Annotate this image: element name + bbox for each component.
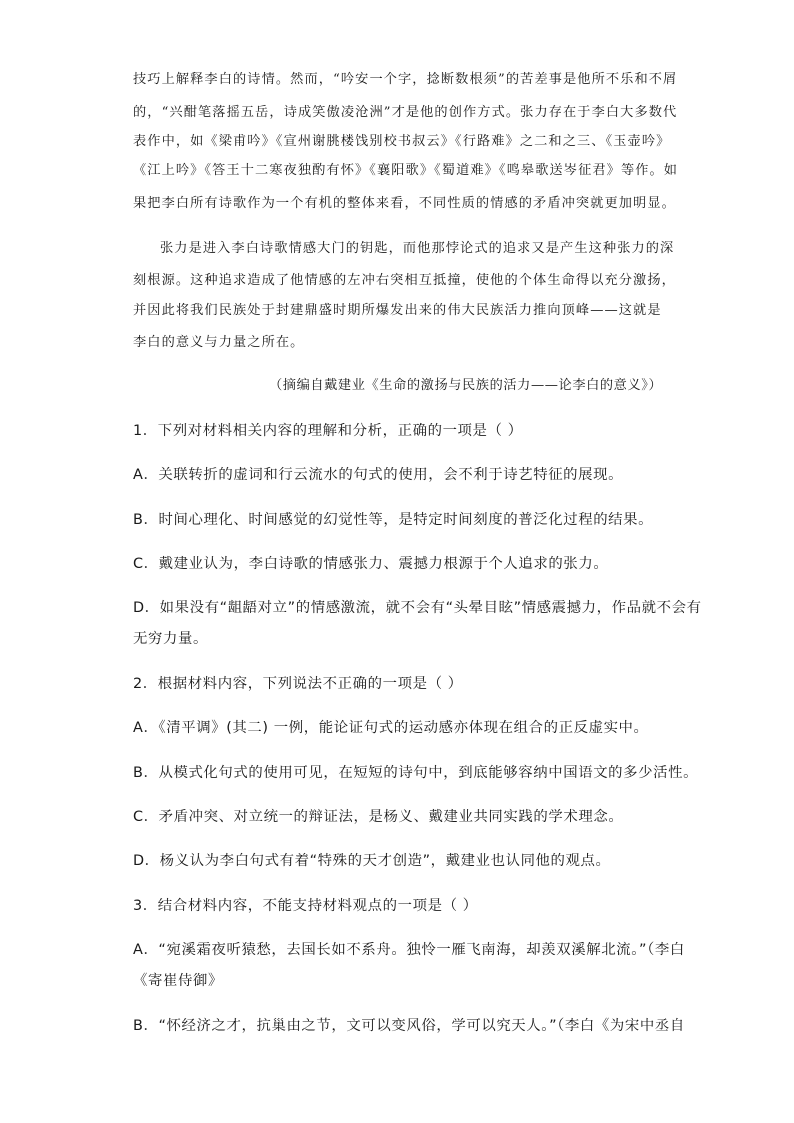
- passage-line: 李白的意义与力量之所在。: [133, 335, 305, 350]
- question-2-option-d: D．杨义认为李白句式有着“特殊的天才创造”，戴建业也认同他的观点。: [133, 853, 611, 869]
- question-3-option-b: B．“怀经济之才，抗巢由之节，文可以变风俗，学可以究天人。”（李白《为宋中丞自: [133, 1018, 685, 1034]
- question-2-option-a: A．《清平调》(其二) 一例，能论证句式的运动感亦体现在组合的正反虚实中。: [133, 720, 649, 736]
- passage-line: 的，“兴酣笔落摇五岳，诗成笑傲凌沧洲”才是他的创作方式。张力存在于李白大多数代: [133, 105, 678, 120]
- passage-line: 并因此将我们民族处于封建鼎盛时期所爆发出来的伟大民族活力推向顶峰——这就是: [133, 303, 662, 318]
- question-3-option-a: A．“宛溪霜夜听猿愁，去国长如不系舟。独怜一雁飞南海，却羡双溪解北流。”（李白: [133, 942, 685, 958]
- passage-line: 技巧上解释李白的诗情。然而，“吟安一个字，捻断数根须”的苦差事是他所不乐和不屑: [133, 72, 678, 87]
- passage-line: 刻根源。这种追求造成了他情感的左冲右突相互抵撞，使他的个体生命得以充分激扬，: [133, 273, 676, 288]
- passage-line: 表作中，如《梁甫吟》《宣州谢朓楼饯别校书叔云》《行路难》之二和之三、《玉壶吟》: [133, 134, 671, 149]
- question-1-option-d-cont: 无穷力量。: [133, 631, 208, 647]
- question-1-option-d: D．如果没有“龃龉对立”的情感激流，就不会有“头晕目眩”情感震撼力，作品就不会有: [133, 600, 702, 616]
- source-citation: （摘编自戴建业《生命的激扬与民族的活力——论李白的意义》）: [269, 378, 663, 393]
- question-2-option-b: B．从模式化句式的使用可见，在短短的诗句中，到底能够容纳中国语文的多少活性。: [133, 765, 699, 781]
- question-2-stem: 2．根据材料内容，下列说法不正确的一项是（ ）: [133, 676, 463, 692]
- question-2-option-c: C．矛盾冲突、对立统一的辩证法，是杨义、戴建业共同实践的学术理念。: [133, 809, 624, 825]
- passage-line: 张力是进入李白诗歌情感大门的钥匙，而他那悖论式的追求又是产生这种张力的深: [160, 241, 675, 256]
- passage-line: 果把李白所有诗歌作为一个有机的整体来看，不同性质的情感的矛盾冲突就更加明显。: [133, 196, 676, 211]
- question-1-option-c: C．戴建业认为，李白诗歌的情感张力、震撼力根源于个人追求的张力。: [133, 556, 609, 572]
- question-1-option-b: B．时间心理化、时间感觉的幻觉性等，是特定时间刻度的普泛化过程的结果。: [133, 512, 654, 528]
- question-1-stem: 1．下列对材料相关内容的理解和分析，正确的一项是（ ）: [133, 423, 523, 439]
- question-3-stem: 3．结合材料内容，不能支持材料观点的一项是（ ）: [133, 898, 478, 914]
- passage-line: 《江上吟》《答王十二寒夜独酌有怀》《襄阳歌》《蜀道难》《鸣皋歌送岑征君》等作。如: [133, 163, 679, 178]
- question-1-option-a: A．关联转折的虚词和行云流水的句式的使用，会不利于诗艺特征的展现。: [133, 467, 624, 483]
- question-3-option-a-cont: 《寄崔侍御》: [133, 973, 223, 989]
